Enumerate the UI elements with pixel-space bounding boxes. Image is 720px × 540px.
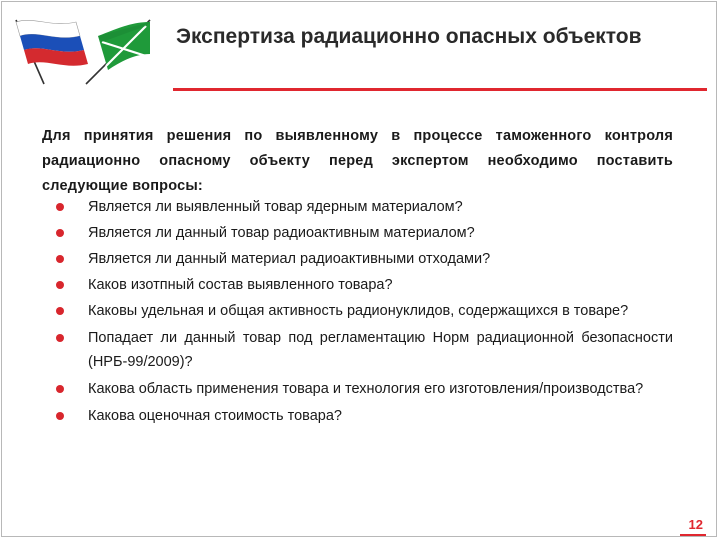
list-item: [54, 326, 673, 374]
list-item: [54, 195, 673, 219]
bullet-dot-icon: [56, 307, 64, 315]
bullet-dot-icon: [56, 385, 64, 393]
bullet-dot-icon: [56, 203, 64, 211]
list-item: [54, 273, 673, 297]
question-text: Каковы удельная и общая активность радионуклидов, содержащихся в товаре?: [88, 303, 629, 319]
question-list: [54, 195, 673, 430]
flags-logo: [8, 12, 158, 87]
question-text: Какова оценочная стоимость товара?: [88, 408, 342, 424]
bullet-dot-icon: [56, 334, 64, 342]
title-underline: [173, 88, 707, 91]
intro-paragraph: Для принятия решения по выявленному в процессе таможенного контроля радиационно опасному объекту перед экспертом необходимо поставить следующие вопросы:: [42, 128, 673, 194]
list-item: [54, 221, 673, 245]
list-item: [54, 404, 673, 428]
question-text: Каков изотпный состав выявленного товара?: [88, 277, 393, 293]
list-item: [54, 377, 673, 401]
question-text: Является ли выявленный товар ядерным материалом?: [88, 199, 463, 215]
bullet-dot-icon: [56, 229, 64, 237]
customs-flag-icon: [86, 20, 150, 84]
russian-flag-icon: [16, 20, 88, 84]
bullet-dot-icon: [56, 281, 64, 289]
bullet-dot-icon: [56, 255, 64, 263]
question-text: Попадает ли данный товар под регламентацию Норм радиационной безопасности (НРБ-99/2009)?: [88, 330, 673, 370]
question-text: Является ли данный товар радиоактивным материалом?: [88, 225, 475, 241]
question-text: Является ли данный материал радиоактивными отходами?: [88, 251, 491, 267]
bullet-dot-icon: [56, 412, 64, 420]
question-text: Какова область применения товара и технология его изготовления/производства?: [88, 381, 644, 397]
list-item: [54, 247, 673, 271]
page-number-underline: [680, 534, 706, 536]
slide-title: Экспертиза радиационно опасных объектов: [176, 25, 642, 48]
list-item: [54, 299, 673, 323]
page-number: 12: [688, 517, 703, 532]
